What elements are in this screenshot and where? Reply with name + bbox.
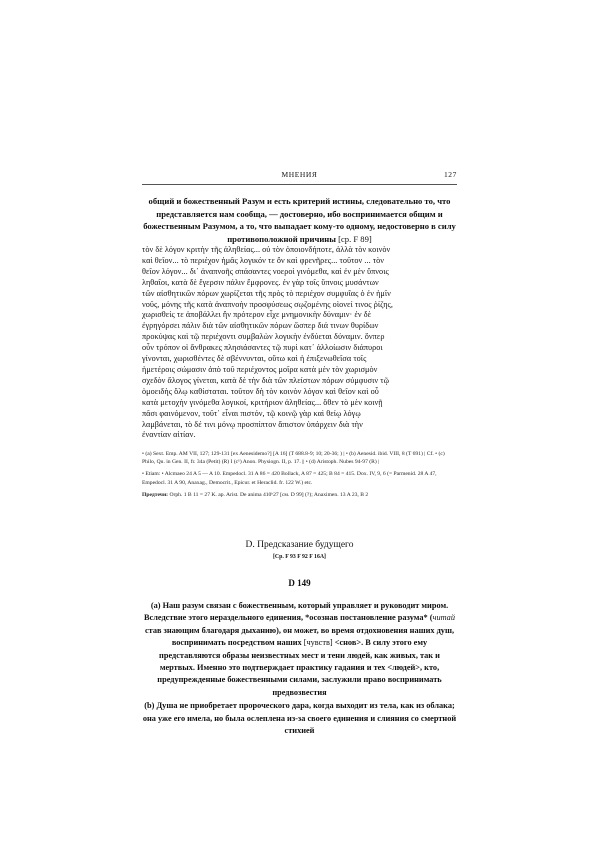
paragraph-b: (b) Душа не приобретает пророческого дара, когда выходит из тела, как из облака; она уже его имела, но была ослеплена из-за своего единения и слияния со смертной стихией xyxy=(142,701,457,736)
note-predecessors xyxy=(142,491,457,499)
running-head-title: МНЕНИЯ xyxy=(281,170,318,179)
note-predecessors-label: Предтечи: xyxy=(142,491,169,498)
greek-line: πᾶσι φαινόμενον, τοῦτ᾿ εἶναι πιστόν, τῷ κοινῷ γὰρ καὶ θείῳ λόγῳ xyxy=(142,408,361,418)
greek-line: τῶν αἰσθητικῶν πόρων χωρίζεται τῆς πρὸς τὸ περιέχον συμφυΐας ὁ ἐν ἡμῖν xyxy=(142,288,391,298)
header-rule xyxy=(142,184,457,185)
section-title: D. Предсказание будущего xyxy=(245,540,354,550)
greek-line: καὶ θεῖον... τὸ περιέχον ἡμᾶς λογικόν τε ὂν καὶ φρενῆρες... τοῦτον ... τὸν xyxy=(142,255,385,265)
paragraph-a-end: <снов>. В силу этого ему представляются образы неизвестных мест и тени людей, как живых, так и мертвых. Именно это подтверждает практику гадания и тех <людей>, кто, предупрежденные божественными силами, заслужили право воспринимать предвозвестия xyxy=(157,638,442,697)
greek-line: ὁμοειδὴς ὅλῳ καθίσταται. τοῦτον δὴ τὸν κοινὸν λόγον καὶ θεῖον καὶ οὗ xyxy=(142,386,379,396)
greek-line: νοῦς, μόνης τῆς κατὰ ἀναπνοὴν προσφύσεως σῳζομένης οἱονεί τινος ῥίζης, xyxy=(142,299,393,309)
fragment-heading xyxy=(142,195,457,245)
body-text xyxy=(142,600,457,738)
greek-text xyxy=(142,245,457,441)
paragraph-a-italic: читай xyxy=(432,613,455,623)
heading-text: общий и божественный Разум и есть критерий истины, следовательно то, что представляется нам сообща, — достоверно, ибо воспринимается общим и божественным Разумом, а то, что выпадает кому-то одному, недостоверно в силу противоположной причины xyxy=(143,196,456,244)
paragraph-a-middle: став знающим благодаря дыханию), он может, во время отдохновения наших душ, воспринимать посредством наших xyxy=(144,625,455,648)
page-number: 127 xyxy=(443,170,457,179)
greek-line: ληθαῖοι, κατὰ δὲ ἔγερσιν πάλιν ἔμφρονες. ἐν γὰρ τοῖς ὕπνοις μυσάντων xyxy=(142,277,379,287)
greek-line: προκύψας καὶ τῷ περιέχοντι συμβαλὼν λογικὴν ἐνδύεται δύναμιν. ὅνπερ xyxy=(142,332,385,342)
note-sources: • (a) Sext. Emp. AM VII, 127; 129-131 [ex Aenesidemo?] [A 16] (T 688.8-9; 10; 20-36; ) | • (b) Aenesid. ibid. VIII, 8 (T 691) | Cf. • (c) Philo, Qu. in Gen. II, fr. 34a (Petit) (R) I (c¹) Anon. Physiogn. II, p. 17. || • (d) Aristoph. Nubes 94-97 (R) | xyxy=(142,451,445,466)
heading-ref: [ср. F 89] xyxy=(338,233,372,244)
greek-line: ἐναντίαν αἰτίαν. xyxy=(142,430,196,440)
greek-line: κατὰ μετοχὴν γινόμεθα λογικοί, κριτήριον ἀληθείας... ὅθεν τὸ μὲν κοινῇ xyxy=(142,397,383,407)
section-ref: [Ср. F 93 F 92 F 16A] xyxy=(273,554,326,560)
greek-line: ἡμετέροις σώμασιν ἀπὸ τοῦ περιέχοντος μοῖρα κατὰ μὲν τὸν χωρισμὸν xyxy=(142,364,378,374)
greek-line: σχεδὸν ἄλογος γίνεται, κατὰ δὲ τὴν διὰ τῶν πλείστων πόρων σύμφυσιν τῷ xyxy=(142,375,390,385)
apparatus-notes xyxy=(142,450,457,503)
greek-line: λαμβάνεται, τὸ δέ τινι μόνῳ προσπίπτον ἄπιστον ὑπάρχειν διὰ τὴν xyxy=(142,419,363,429)
greek-line: τὸν δὲ λόγον κριτὴν τῆς ἀληθείας... οὐ τὸν ὁποιονδήποτε, ἀλλὰ τὸν κοινὸν xyxy=(142,245,391,254)
note-predecessors-text: Orph. 1 B 11 = 27 K. ap. Arist. De anima 410ᵇ27 [см. D 99] (?); Anaximen. 13 A 23, B 2 xyxy=(168,491,369,498)
paragraph-a xyxy=(142,600,457,699)
greek-line: γίνονται, χωρισθέντες δὲ σβέννυνται, οὕτω καὶ ἡ ἐπιξενωθεῖσα τοῖς xyxy=(142,354,367,364)
greek-line: ἐγρηγόρσει πάλιν διὰ τῶν αἰσθητικῶν πόρων ὥσπερ διά τινων θυρίδων xyxy=(142,321,379,331)
greek-line: οὖν τρόπον οἱ ἄνθρακες πλησιάσαντες τῷ πυρὶ κατ᾿ ἀλλοίωσιν διάπυροι xyxy=(142,343,383,353)
paragraph-a-bracket: [чувств] xyxy=(303,638,333,648)
running-head xyxy=(142,170,457,182)
note-parallels: • Etiam: • Alcmaeo 24 A 5 — A 10. Empedocl. 31 A 86 = 420 Bollack, A 87 = 425; B 84 = 415. Dox. IV, 9, 6 (= Parmenid. 28 A 47, Empedocl. 31 A 90, Anaxag., Democrit., Epicur. et Heraclid. fr. 122 W.) etc. xyxy=(142,471,437,486)
greek-line: θεῖον λόγον... δι᾿ ἀναπνοῆς σπάσαντες νοεροὶ γινόμεθα, καὶ ἐν μὲν ὕπνοις xyxy=(142,266,389,276)
entry-label: D 149 xyxy=(288,578,311,588)
greek-line: χωρισθείς τε ἀποβάλλει ἣν πρότερον εἶχε μνημονικὴν δύναμιν· ἐν δὲ xyxy=(142,310,372,320)
paragraph-a-start: (a) Наш разум связан с божественным, который управляет и руководит миром. Вследствие этого нераздельного единения, *осознав постановление разума* ( xyxy=(144,601,449,623)
